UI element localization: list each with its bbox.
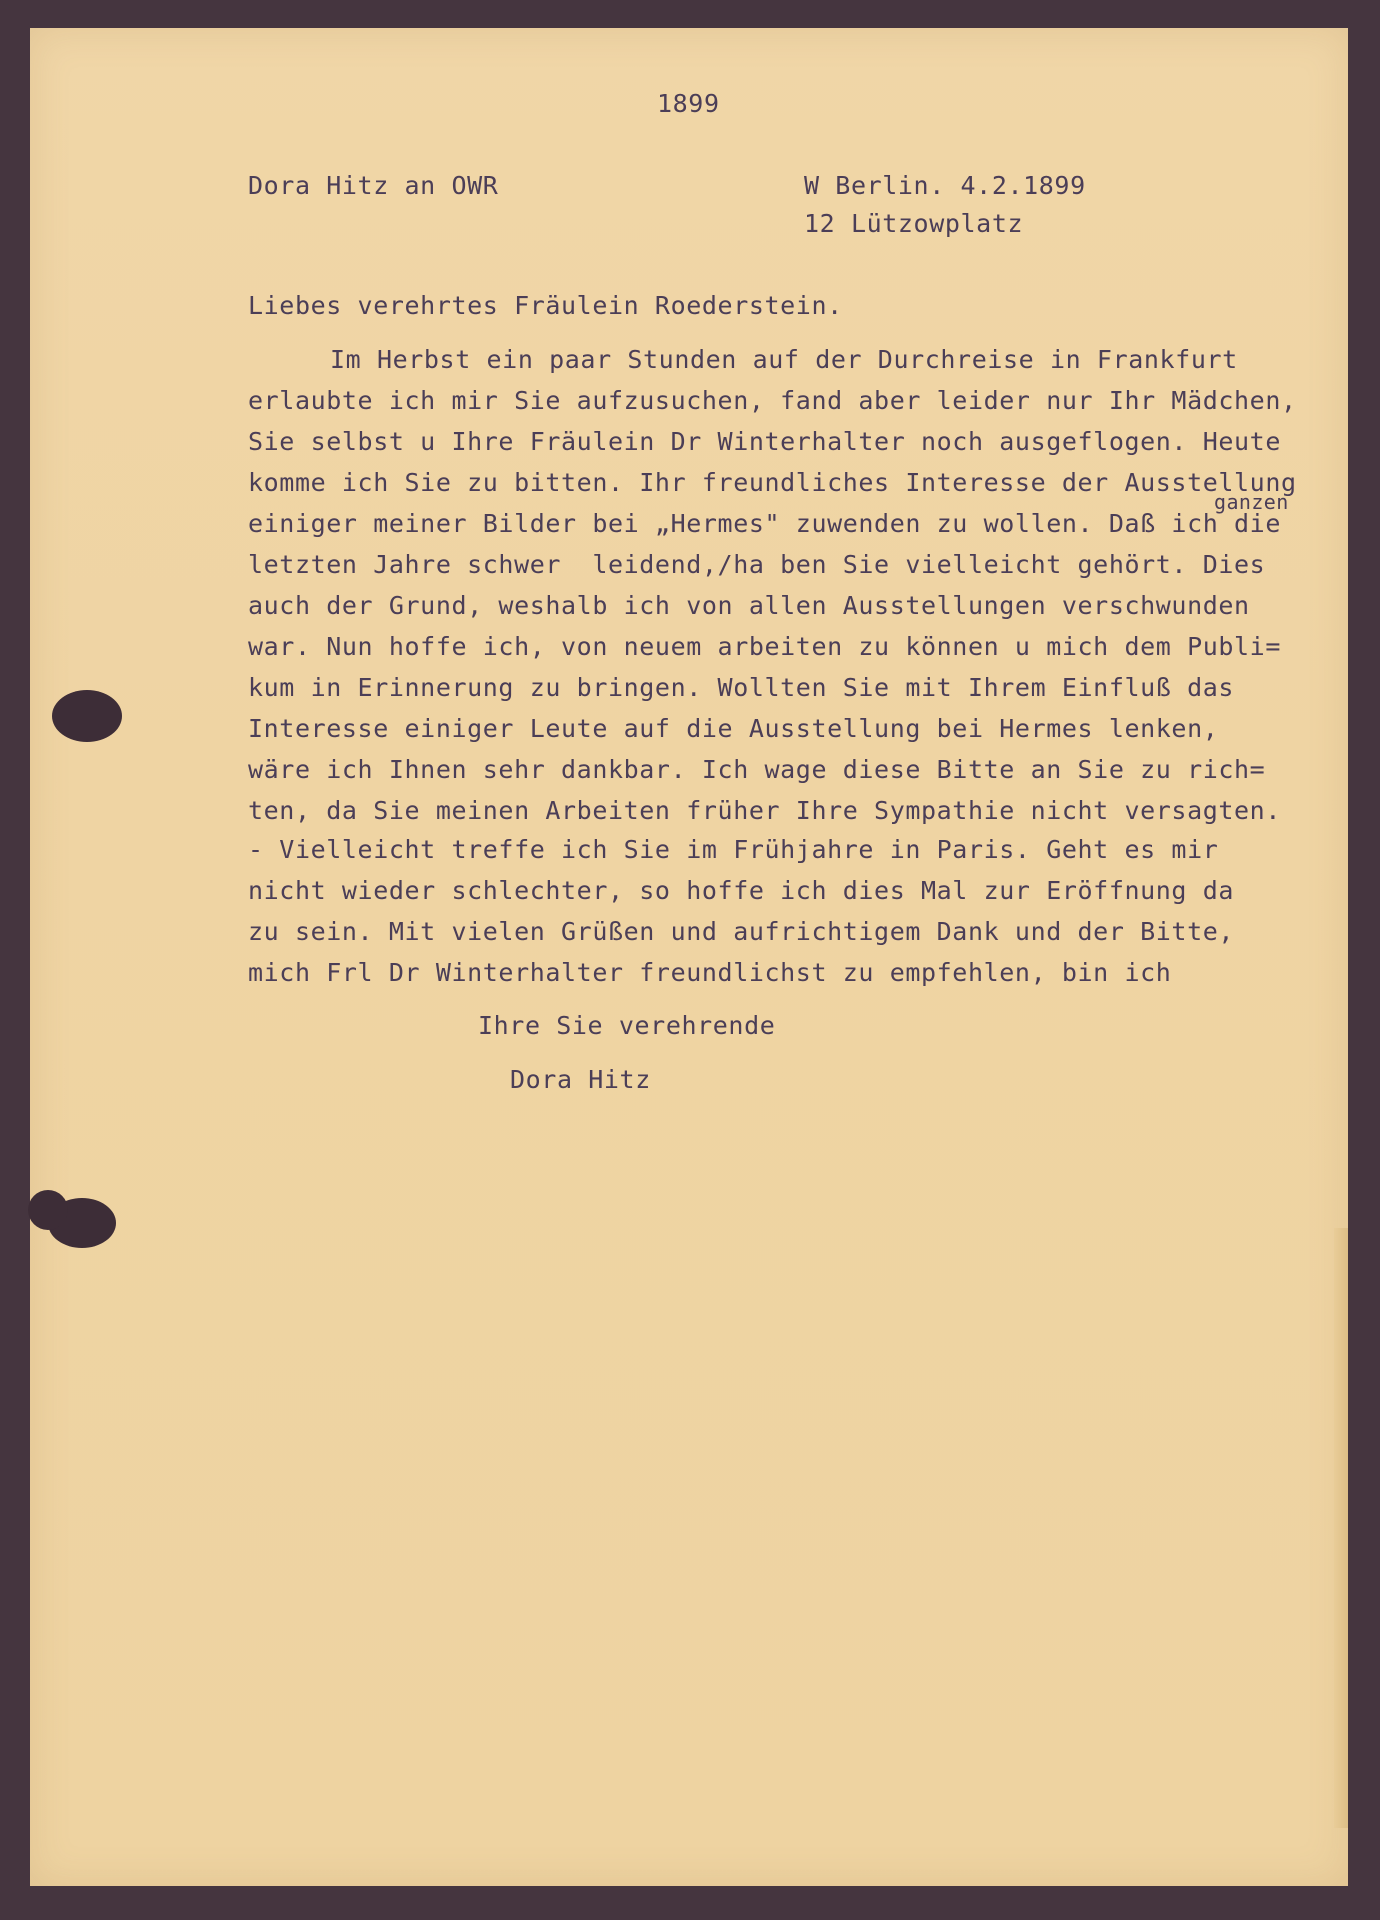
ink-stain-upper xyxy=(52,690,122,742)
body-line: Im Herbst ein paar Stunden auf der Durchreise in Frankfurt xyxy=(330,345,1238,374)
body-line: letzten Jahre schwer leidend,/ha ben Sie vielleicht gehört. Dies xyxy=(248,550,1266,579)
body-line: mich Frl Dr Winterhalter freundlichst zu empfehlen, bin ich xyxy=(248,958,1172,987)
body-line: war. Nun hoffe ich, von neuem arbeiten zu können u mich dem Publi= xyxy=(248,632,1281,661)
body-line: nicht wieder schlechter, so hoffe ich dies Mal zur Eröffnung da xyxy=(248,876,1235,905)
body-line: ten, da Sie meinen Arbeiten früher Ihre Sympathie nicht versagten. xyxy=(248,796,1281,825)
body-line: wäre ich Ihnen sehr dankbar. Ich wage diese Bitte an Sie zu rich= xyxy=(248,755,1266,784)
ink-stain-lower-edge xyxy=(28,1190,68,1230)
address: 12 Lützowplatz xyxy=(804,209,1024,238)
place-date: W Berlin. 4.2.1899 xyxy=(804,171,1086,200)
body-line: komme ich Sie zu bitten. Ihr freundliches Interesse der Ausstellung xyxy=(248,468,1297,497)
signature: Dora Hitz xyxy=(510,1065,651,1094)
body-line: einiger meiner Bilder bei „Hermes" zuwenden zu wollen. Daß ich die xyxy=(248,509,1281,538)
body-line: Sie selbst u Ihre Fräulein Dr Winterhalter noch ausgeflogen. Heute xyxy=(248,427,1281,456)
torn-edge xyxy=(1334,1228,1348,1828)
body-line: erlaubte ich mir Sie aufzusuchen, fand aber leider nur Ihr Mädchen, xyxy=(248,386,1297,415)
body-line: zu sein. Mit vielen Grüßen und aufrichtigem Dank und der Bitte, xyxy=(248,917,1235,946)
body-line: - Vielleicht treffe ich Sie im Frühjahre in Paris. Geht es mir xyxy=(248,835,1219,864)
body-line: auch der Grund, weshalb ich von allen Ausstellungen verschwunden xyxy=(248,591,1250,620)
interlinear-insertion: ganzen xyxy=(1214,490,1289,514)
body-line: Interesse einiger Leute auf die Ausstellung bei Hermes lenken, xyxy=(248,714,1219,743)
body-line: kum in Erinnerung zu bringen. Wollten Sie mit Ihrem Einfluß das xyxy=(248,673,1235,702)
sender-line: Dora Hitz an OWR xyxy=(248,171,499,200)
salutation: Liebes verehrtes Fräulein Roederstein. xyxy=(248,291,843,320)
page-number: 1899 xyxy=(657,89,720,118)
closing: Ihre Sie verehrende xyxy=(478,1011,776,1040)
